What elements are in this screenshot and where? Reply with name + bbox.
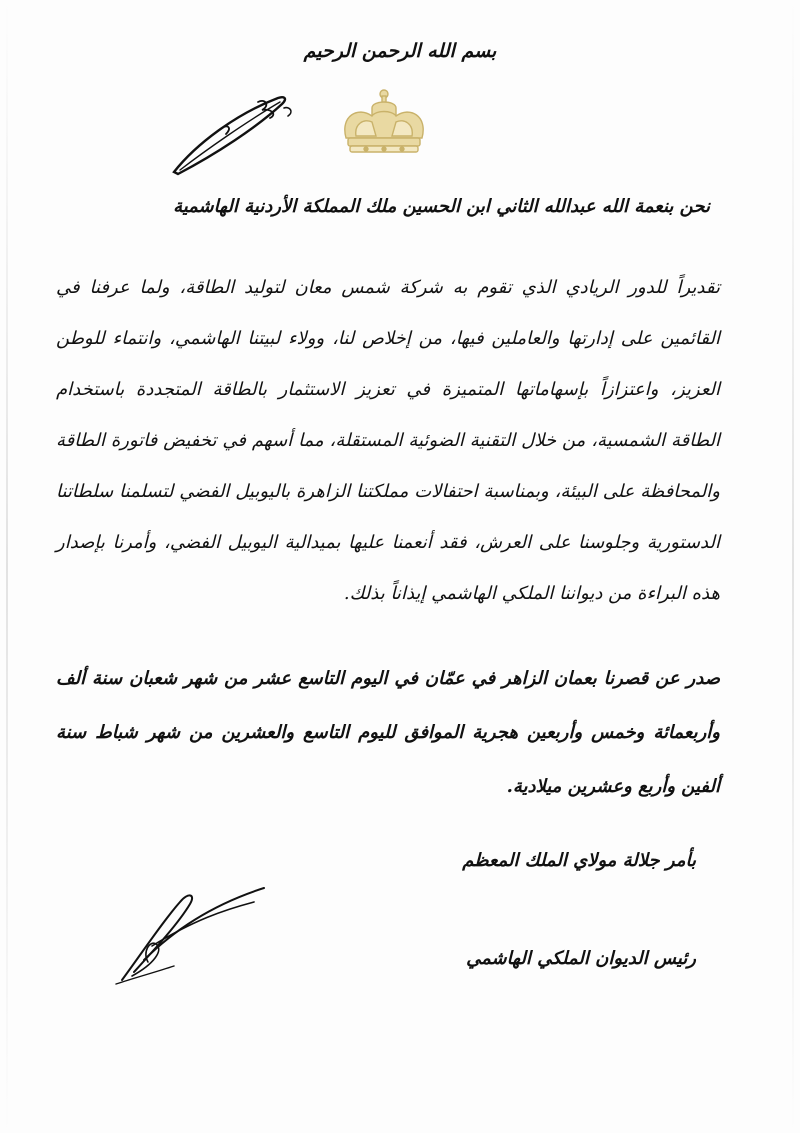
issued-date-paragraph: صدر عن قصرنا بعمان الزاهر في عمّان في اليوم التاسع عشر من شهر شعبان سنة ألف وأربعمائة وخمس وأربعين هجرية الموافق لليوم التاسع والعشرين من شهر شباط سنة ألفين وأربع وعشرين ميلادية. <box>56 668 720 797</box>
king-signature-mark <box>166 84 306 180</box>
by-order-line: بأمر جلالة مولاي الملك المعظم <box>462 850 696 871</box>
chief-signature-mark <box>104 880 274 990</box>
chief-of-royal-court-title: رئيس الديوان الملكي الهاشمي <box>466 948 696 969</box>
paper-crease-left <box>6 0 8 1133</box>
basmala-heading: بسم الله الرحمن الرحيم <box>303 40 497 62</box>
royal-proclamation: نحن بنعمة الله عبدالله الثاني ابن الحسين ملك المملكة الأردنية الهاشمية <box>173 196 710 217</box>
paper-crease-right <box>792 0 794 1133</box>
royal-crown-icon <box>336 86 432 158</box>
decree-body-paragraph: تقديراً للدور الريادي الذي تقوم به شركة شمس معان لتوليد الطاقة، ولما عرفنا في القائمين على إدارتها والعاملين فيها، من إخلاص لنا، وولاء لبيتنا الهاشمي، وانتماء للوطن العزيز، واعتزازاً بإسهاماتها المتميزة في تعزيز الاستثمار بالطاقة المتجددة باستخدام الطاقة الشمسية، من خلال التقنية الضوئية المستقلة، مما أسهم في تخفيض فاتورة الطاقة والمحافظة على البيئة، وبمناسبة احتفالات مملكتنا الزاهرة باليوبيل الفضي لتسلمنا سلطاتنا الدستورية وجلوسنا على العرش، فقد أنعمنا عليها بميدالية اليوبيل الفضي، وأمرنا بإصدار هذه البراءة من ديواننا الملكي الهاشمي إيذاناً بذلك. <box>56 277 720 604</box>
